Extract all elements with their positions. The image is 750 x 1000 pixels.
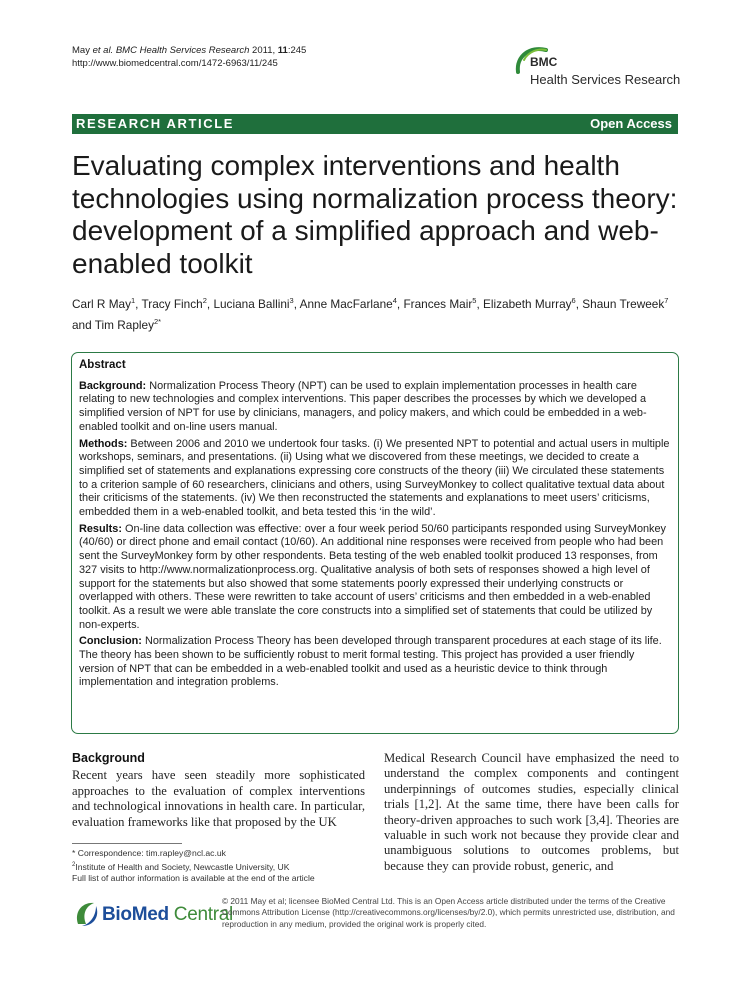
- body-paragraph: Medical Research Council have emphasized the need to understand the complex components and contingent underpinnings of outcomes studies, especially clinical trials [1,2]. At the same time, there have been calls for theory-driven approaches to such work [3,4]. Theories are valuable in such work not because they provide clear and unambiguous solutions to outcomes problems, but because they can provide robust, generic, and: [384, 751, 679, 873]
- article-citation: [72, 44, 306, 70]
- affiliation-note: $^2$Institute of Health and Society, Newcastle University, UK: [72, 861, 290, 872]
- article-type-banner: [72, 114, 678, 134]
- journal-logo: [508, 42, 683, 92]
- citation-author: May: [72, 45, 90, 56]
- author[interactable]: Tim Rapley$^{2*}$: [94, 316, 162, 332]
- author-list: Carl R May$^1$, Tracy Finch$^2$, Luciana Ballini$^3$, Anne MacFarlane$^4$, Frances Mair$^5$, Elizabeth Murray$^6$, Shaun Treweek$^7$ and Tim Rapley$^{2*}$: [72, 296, 669, 332]
- author[interactable]: Shaun Treweek$^7$: [582, 296, 669, 311]
- article-url[interactable]: http://www.biomedcentral.com/1472-6963/11/245: [72, 58, 278, 69]
- journal-logo-bmc: BMC: [530, 55, 558, 69]
- article-type: RESEARCH ARTICLE: [76, 116, 235, 131]
- license-text: © 2011 May et al; licensee BioMed Central Ltd. This is an Open Access article distributed under the terms of the Creative Commons Attribution License (http://creativecommons.org/licenses/by/2.0), which permits unrestricted use, distribution, and reproduction in any medium, provided the original work is properly cited.: [222, 896, 675, 929]
- biomed-swirl-icon: [72, 898, 102, 930]
- abstract-methods: Methods: Between 2006 and 2010 we undertook four tasks. (i) We presented NPT to potential and actual users in multiple workshops, seminars, and presentations. (ii) Using what we discovered from these meetings, we decided to create a simplified set of statements and explanations expressing core constructs of the theory (iii) We circulated these statements to a criterion sample of 60 researchers, clinicians and others, using SurveyMonkey to collect qualitative textual data about their criticisms of the statements. (iv) We then reconstructed the statements and explanations to meet users’ criticisms, embedded them in a web-enabled toolkit, and beta tested this ‘in the wild’.: [79, 437, 670, 519]
- body-paragraph: Recent years have seen steadily more sophisticated approaches to the evaluation of complex interventions and technological innovations in health care. In particular, evaluation frameworks like that proposed by the UK: [72, 768, 365, 829]
- author[interactable]: Anne MacFarlane$^4$: [299, 296, 397, 311]
- author[interactable]: Carl R May$^1$: [72, 296, 136, 311]
- section-heading-background: Background: [72, 751, 145, 765]
- author[interactable]: Frances Mair$^5$: [403, 296, 477, 311]
- citation-line: [72, 44, 306, 57]
- author[interactable]: Luciana Ballini$^3$: [213, 296, 294, 311]
- author[interactable]: Elizabeth Murray$^6$: [483, 296, 576, 311]
- author[interactable]: Tracy Finch$^2$: [141, 296, 207, 311]
- biomed-central-wordmark: BioMed Central: [102, 904, 233, 925]
- abstract-background: Background: Normalization Process Theory (NPT) can be used to explain implementation processes in health care relating to new technologies and complex interventions. This paper describes the processes by which we developed a simplified version of NPT for use by clinicians, managers, and policy makers, and which could be embedded in a web-enabled toolkit and on-line users manual.: [79, 379, 647, 433]
- article-title: Evaluating complex interventions and health technologies using normalization process theory: development of a simplified approach and web-enabled toolkit: [72, 150, 678, 279]
- correspondence-note[interactable]: * Correspondence: tim.rapley@ncl.ac.uk: [72, 848, 226, 858]
- abstract-conclusion: Conclusion: Normalization Process Theory has been developed through transparent procedures at each stage of its life. The theory has been shown to be sufficiently robust to merit formal testing. This project has provided a user friendly version of NPT that can be embedded in a web-enabled toolkit and used as a heuristic device to think through implementation and integration problems.: [79, 635, 662, 689]
- abstract-heading: Abstract: [79, 359, 126, 371]
- footnotes: [72, 848, 365, 885]
- citation-year: 2011,: [252, 45, 276, 56]
- abstract-results: Results: On-line data collection was effective: over a four week period 50/60 participants responded using SurveyMonkey (40/60) or direct phone and email contact (10/60). An additional nine responses were received from people who had been sent the SurveyMonkey form by other respondents. Beta testing of the web enabled toolkit produced 13 responses, from 327 visits to http://www.normalizationprocess.org. Qualitative analysis of both sets of responses showed a high level of support for the statements but also showed that some statements poorly expressed their underlying constructs or overlapped with others. These were rewritten to take account of users’ criticisms and then embedded in a web-enabled toolkit. As a result we were able translate the core constructs into a simplified set of statements that could be utilized by non-experts.: [79, 522, 667, 631]
- journal-name: Health Services Research: [530, 72, 681, 87]
- footnote-divider: [72, 843, 182, 844]
- body-column-left: [72, 751, 365, 830]
- citation-volume: 11: [277, 45, 288, 56]
- citation-journal: et al. BMC Health Services Research: [92, 45, 250, 56]
- abstract-box: [71, 352, 679, 734]
- citation-article-number: :245: [287, 45, 307, 56]
- author-info-note: Full list of author information is available at the end of the article: [72, 873, 315, 884]
- body-column-right: [384, 751, 679, 874]
- biomed-central-logo: [72, 896, 233, 932]
- open-access-label: Open Access: [590, 116, 672, 131]
